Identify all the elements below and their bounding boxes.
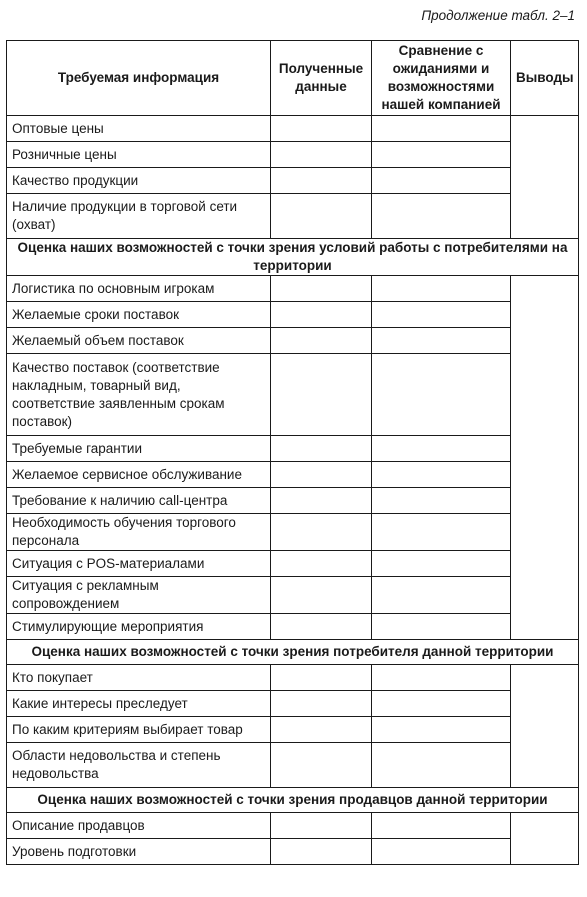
header-conclusions: Выводы <box>511 41 579 116</box>
table-row <box>7 577 579 614</box>
table-row <box>7 302 579 328</box>
comparison-cell <box>372 813 511 839</box>
comparison-cell <box>372 142 511 168</box>
required-info-cell: Необходимость обучения торгового персонала <box>7 514 271 551</box>
conclusions-cell <box>511 276 579 640</box>
comparison-cell <box>372 302 511 328</box>
header-received-data: Полученные данные <box>271 41 372 116</box>
required-info-cell: Кто покупает <box>7 665 271 691</box>
comparison-cell <box>372 665 511 691</box>
comparison-cell <box>372 436 511 462</box>
comparison-cell <box>372 717 511 743</box>
received-data-cell <box>271 116 372 142</box>
comparison-cell <box>372 551 511 577</box>
comparison-cell <box>372 614 511 640</box>
required-info-cell: Уровень подготовки <box>7 839 271 865</box>
required-info-cell: Желаемые сроки поставок <box>7 302 271 328</box>
required-info-cell: Розничные цены <box>7 142 271 168</box>
received-data-cell <box>271 142 372 168</box>
required-info-cell: Какие интересы преследует <box>7 691 271 717</box>
received-data-cell <box>271 691 372 717</box>
comparison-cell <box>372 116 511 142</box>
received-data-cell <box>271 354 372 436</box>
received-data-cell <box>271 717 372 743</box>
table-row <box>7 116 579 142</box>
received-data-cell <box>271 462 372 488</box>
table-row <box>7 839 579 865</box>
section-row <box>7 788 579 813</box>
comparison-cell <box>372 577 511 614</box>
comparison-cell <box>372 488 511 514</box>
received-data-cell <box>271 488 372 514</box>
comparison-cell <box>372 168 511 194</box>
section-title: Оценка наших возможностей с точки зрения потребителя данной территории <box>7 640 579 665</box>
received-data-cell <box>271 302 372 328</box>
header-required-info: Требуемая информация <box>7 41 271 116</box>
comparison-cell <box>372 839 511 865</box>
comparison-cell <box>372 743 511 788</box>
received-data-cell <box>271 551 372 577</box>
section-title: Оценка наших возможностей с точки зрения условий работы с потребителями на территории <box>7 239 579 276</box>
received-data-cell <box>271 577 372 614</box>
table-row <box>7 488 579 514</box>
required-info-cell: Желаемый объем поставок <box>7 328 271 354</box>
required-info-cell: Ситуация с POS-материалами <box>7 551 271 577</box>
received-data-cell <box>271 743 372 788</box>
table-row <box>7 142 579 168</box>
conclusions-cell <box>511 116 579 239</box>
table-caption: Продолжение табл. 2–1 <box>421 8 575 23</box>
required-info-cell: Требуемые гарантии <box>7 436 271 462</box>
table-row <box>7 194 579 239</box>
required-info-cell: Оптовые цены <box>7 116 271 142</box>
required-info-cell: Описание продавцов <box>7 813 271 839</box>
table-row <box>7 614 579 640</box>
received-data-cell <box>271 665 372 691</box>
table-body <box>7 116 579 865</box>
conclusions-cell <box>511 665 579 788</box>
table-row <box>7 276 579 302</box>
required-info-cell: Наличие продукции в торговой сети (охват) <box>7 194 271 239</box>
required-info-cell: Требование к наличию call-центра <box>7 488 271 514</box>
comparison-cell <box>372 462 511 488</box>
required-info-cell: Качество поставок (соответствие накладным, товарный вид, соответствие заявленным срокам поставок) <box>7 354 271 436</box>
table-row <box>7 462 579 488</box>
table-row <box>7 691 579 717</box>
section-title: Оценка наших возможностей с точки зрения продавцов данной территории <box>7 788 579 813</box>
table-row <box>7 743 579 788</box>
comparison-cell <box>372 328 511 354</box>
received-data-cell <box>271 839 372 865</box>
requirements-table <box>6 40 579 865</box>
table-row <box>7 514 579 551</box>
comparison-cell <box>372 691 511 717</box>
comparison-cell <box>372 514 511 551</box>
required-info-cell: Ситуация с рекламным сопровождением <box>7 577 271 614</box>
required-info-cell: Логистика по основным игрокам <box>7 276 271 302</box>
required-info-cell: Желаемое сервисное обслуживание <box>7 462 271 488</box>
section-row <box>7 640 579 665</box>
required-info-cell: По каким критериям выбирает товар <box>7 717 271 743</box>
comparison-cell <box>372 194 511 239</box>
table-row <box>7 551 579 577</box>
required-info-cell: Качество продукции <box>7 168 271 194</box>
received-data-cell <box>271 614 372 640</box>
received-data-cell <box>271 436 372 462</box>
received-data-cell <box>271 514 372 551</box>
section-row <box>7 239 579 276</box>
table-row <box>7 665 579 691</box>
table-row <box>7 436 579 462</box>
table-row <box>7 813 579 839</box>
header-comparison: Сравнение с ожиданиями и возможностями нашей компанией <box>372 41 511 116</box>
received-data-cell <box>271 276 372 302</box>
comparison-cell <box>372 354 511 436</box>
table-row <box>7 168 579 194</box>
received-data-cell <box>271 328 372 354</box>
conclusions-cell <box>511 813 579 865</box>
comparison-cell <box>372 276 511 302</box>
required-info-cell: Области недовольства и степень недовольства <box>7 743 271 788</box>
received-data-cell <box>271 168 372 194</box>
required-info-cell: Стимулирующие мероприятия <box>7 614 271 640</box>
table-row <box>7 328 579 354</box>
received-data-cell <box>271 813 372 839</box>
table-row <box>7 717 579 743</box>
received-data-cell <box>271 194 372 239</box>
table-row <box>7 354 579 436</box>
